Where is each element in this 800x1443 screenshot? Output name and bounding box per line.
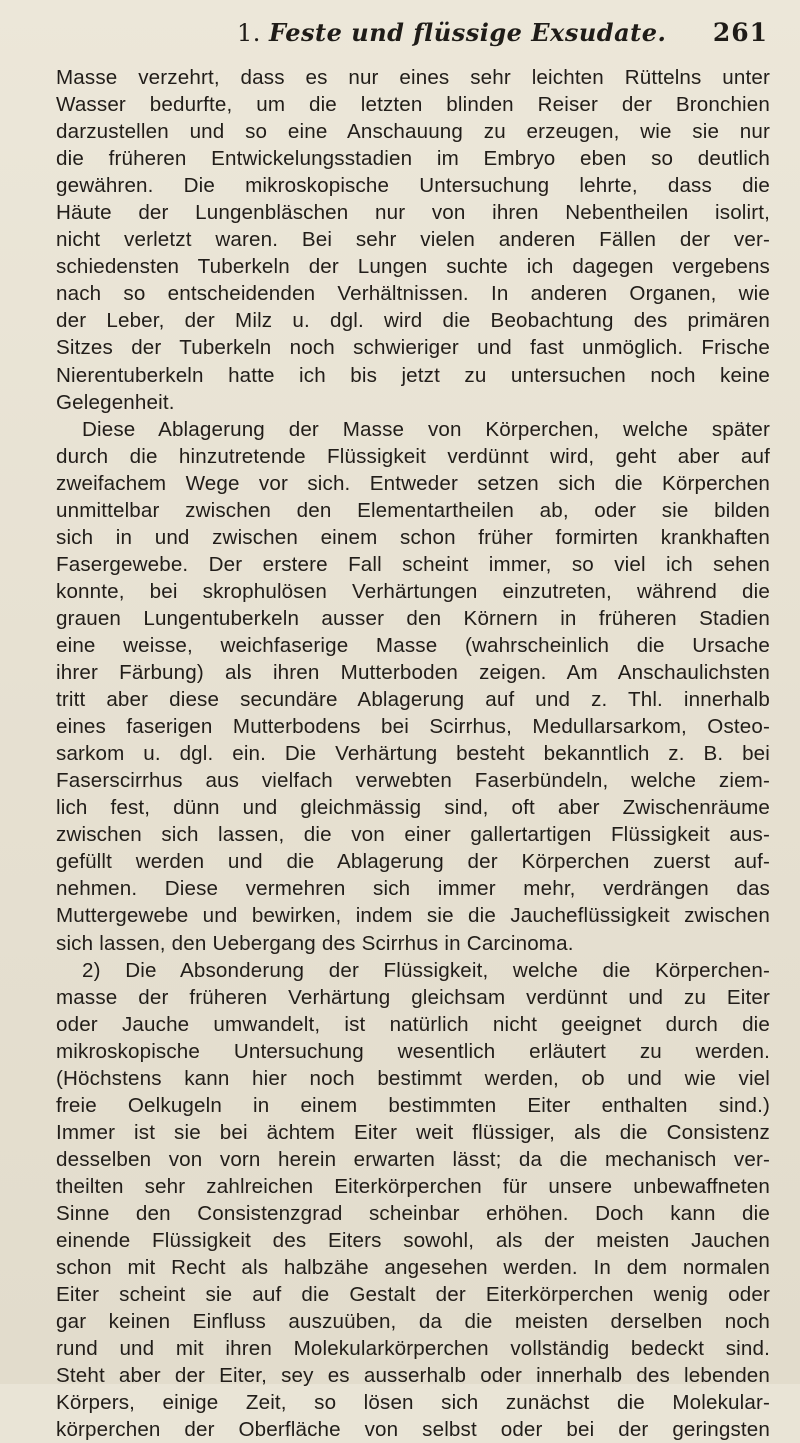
text-line: Faserscirrhus aus vielfach verwebten Faserbündeln, welche ziem- (56, 769, 770, 793)
text-line: einende Flüssigkeit des Eiters sowohl, als der meisten Jauchen (56, 1229, 770, 1253)
page-number: 261 (712, 18, 768, 47)
text-line: Wasser bedurfte, um die letzten blinden Reiser der Bronchien (56, 93, 770, 117)
text-line: grauen Lungentuberkeln ausser den Körnern in früheren Stadien (56, 606, 770, 630)
text-line: oder Jauche umwandelt, ist natürlich nicht geeignet durch die (56, 1012, 770, 1036)
running-header (56, 18, 768, 52)
text-line: ihrer Färbung) als ihren Mutterboden zeigen. Am Anschaulichsten (56, 661, 770, 685)
text-line: nach so entscheidenden Verhältnissen. In anderen Organen, wie (56, 282, 770, 306)
text-line: Sinne den Consistenzgrad scheinbar erhöhen. Doch kann die (56, 1201, 770, 1225)
text-line: körperchen der Oberfläche von selbst oder bei der geringsten (56, 1418, 770, 1442)
text-line: sich lassen, den Uebergang des Scirrhus in Carcinoma. (56, 931, 574, 955)
text-line: Muttergewebe und bewirken, indem sie die Jaucheflüssigkeit zwischen (56, 904, 770, 928)
text-line: theilten sehr zahlreichen Eiterkörperchen für unsere unbewaffneten (56, 1174, 770, 1198)
text-line: Gelegenheit. (56, 390, 175, 414)
text-line: lich fest, dünn und gleichmässig sind, oft aber Zwischenräume (56, 796, 770, 820)
text-line: unmittelbar zwischen den Elementartheilen ab, oder sie bilden (56, 498, 770, 522)
text-line: freie Oelkugeln in einem bestimmten Eiter enthalten sind.) (56, 1093, 770, 1117)
text-line: rund und mit ihren Molekularkörperchen vollständig bedeckt sind. (56, 1337, 770, 1361)
text-line: Masse verzehrt, dass es nur eines sehr leichten Rüttelns unter (56, 66, 770, 89)
section-number: 1. (237, 19, 261, 47)
text-line: Sitzes der Tuberkeln noch schwieriger und fast unmöglich. Frische (56, 336, 770, 360)
text-line: durch die hinzutretende Flüssigkeit verdünnt wird, geht aber auf (56, 444, 770, 468)
text-line: gar keinen Einfluss auszuüben, da die meisten derselben noch (56, 1310, 770, 1334)
text-line: Eiter scheint sie auf die Gestalt der Eiterkörperchen wenig oder (56, 1283, 770, 1307)
text-line: eines faserigen Mutterbodens bei Scirrhus, Medullarsarkom, Osteo- (56, 715, 770, 739)
text-line: die früheren Entwickelungsstadien im Embryo eben so deutlich (56, 147, 770, 171)
text-line: Nierentuberkeln hatte ich bis jetzt zu untersuchen noch keine (56, 363, 770, 387)
text-line: schiedensten Tuberkeln der Lungen suchte ich dagegen vergebens (56, 255, 770, 279)
text-line: gewähren. Die mikroskopische Untersuchung lehrte, dass die (56, 174, 770, 198)
text-line: schon mit Recht als halbzähe angesehen werden. In dem normalen (56, 1256, 770, 1280)
text-line: Diese Ablagerung der Masse von Körperchen, welche später (82, 417, 770, 441)
section-name: Feste und flüssige Exsudate. (269, 18, 667, 47)
text-line: gefüllt werden und die Ablagerung der Körperchen zuerst auf- (56, 850, 770, 874)
text-line: darzustellen und so eine Anschauung zu erzeugen, wie sie nur (56, 120, 770, 144)
text-line: eine weisse, weichfaserige Masse (wahrscheinlich die Ursache (56, 633, 770, 657)
text-line: desselben von vorn herein erwarten lässt; da die mechanisch ver- (56, 1147, 770, 1171)
text-line: Fasergewebe. Der erstere Fall scheint immer, so viel ich sehen (56, 552, 770, 576)
text-line: tritt aber diese secundäre Ablagerung auf und z. Thl. innerhalb (56, 688, 770, 712)
text-line: mikroskopische Untersuchung wesentlich erläutert zu werden. (56, 1039, 770, 1063)
text-line: nicht verletzt waren. Bei sehr vielen anderen Fällen der ver- (56, 228, 770, 252)
text-line: nehmen. Diese vermehren sich immer mehr, verdrängen das (56, 877, 770, 901)
text-line: konnte, bei skrophulösen Verhärtungen einzutreten, während die (56, 579, 770, 603)
text-line: Häute der Lungenbläschen nur von ihren Nebentheilen isolirt, (56, 201, 770, 225)
text-line: Körpers, einige Zeit, so lösen sich zunächst die Molekular- (56, 1391, 770, 1415)
text-line: masse der früheren Verhärtung gleichsam verdünnt und zu Eiter (56, 985, 770, 1009)
text-line: 2) Die Absonderung der Flüssigkeit, welche die Körperchen- (82, 958, 770, 982)
text-line: der Leber, der Milz u. dgl. wird die Beobachtung des primären (56, 309, 770, 333)
text-line: sich in und zwischen einem schon früher formirten krankhaften (56, 525, 770, 549)
text-line: (Höchstens kann hier noch bestimmt werden, ob und wie viel (56, 1066, 770, 1090)
text-line: sarkom u. dgl. ein. Die Verhärtung besteht bekanntlich z. B. bei (56, 742, 770, 766)
text-line: Steht aber der Eiter, sey es ausserhalb oder innerhalb des lebenden (56, 1364, 770, 1388)
running-title (237, 18, 666, 47)
text-line: zwischen sich lassen, die von einer gallertartigen Flüssigkeit aus- (56, 823, 770, 847)
text-line: zweifachem Wege vor sich. Entweder setzen sich die Körperchen (56, 471, 770, 495)
body-text (56, 64, 770, 1443)
text-line: Immer ist sie bei ächtem Eiter weit flüssiger, als die Consistenz (56, 1120, 770, 1144)
